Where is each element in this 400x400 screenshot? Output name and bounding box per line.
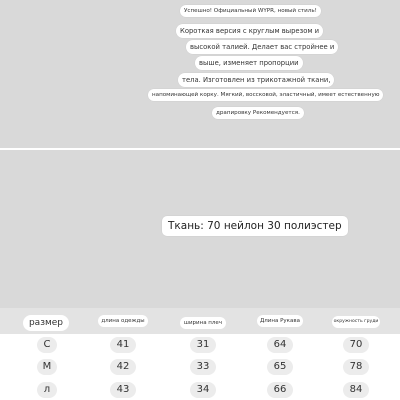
sleeve-cell: 64 bbox=[267, 337, 293, 353]
shoulder-width-header: ширина плеч bbox=[180, 317, 226, 329]
size-cell: M bbox=[37, 359, 57, 375]
shoulder-cell: 31 bbox=[190, 337, 216, 353]
description-line-7: драпировку Рекомендуется. bbox=[212, 107, 304, 119]
chest-header: окружность груди bbox=[332, 316, 380, 328]
description-line-4: выше, изменяет пропорции bbox=[195, 56, 303, 70]
sleeve-length-header: Длина Рукава bbox=[257, 315, 303, 327]
shoulder-cell: 33 bbox=[190, 359, 216, 375]
description-panel bbox=[0, 0, 400, 148]
chest-cell: 70 bbox=[343, 337, 369, 353]
sleeve-cell: 65 bbox=[267, 359, 293, 375]
sleeve-cell: 66 bbox=[267, 382, 293, 398]
description-line-1: Успешно! Официальный WYPR, новый стиль! bbox=[180, 5, 321, 17]
length-header: длина одежды bbox=[98, 315, 148, 327]
description-line-3: высокой талией. Делает вас стройнее и bbox=[186, 40, 338, 54]
shoulder-cell: 34 bbox=[190, 382, 216, 398]
chest-cell: 78 bbox=[343, 359, 369, 375]
chest-cell: 84 bbox=[343, 382, 369, 398]
description-line-6: напоминающей корку. Мягкий, воссковой, эластичный, имеет естественную bbox=[148, 89, 383, 101]
fabric-label: Ткань: 70 нейлон 30 полиэстер bbox=[162, 216, 348, 236]
length-cell: 43 bbox=[110, 382, 136, 398]
size-cell: л bbox=[37, 382, 57, 398]
size-table bbox=[0, 308, 400, 400]
description-line-2: Короткая версия с круглым вырезом и bbox=[176, 24, 323, 38]
length-cell: 42 bbox=[110, 359, 136, 375]
size-header: размер bbox=[23, 315, 69, 331]
size-cell: C bbox=[37, 337, 57, 353]
description-line-5: тела. Изготовлен из трикотажной ткани, bbox=[178, 73, 334, 87]
length-cell: 41 bbox=[110, 337, 136, 353]
